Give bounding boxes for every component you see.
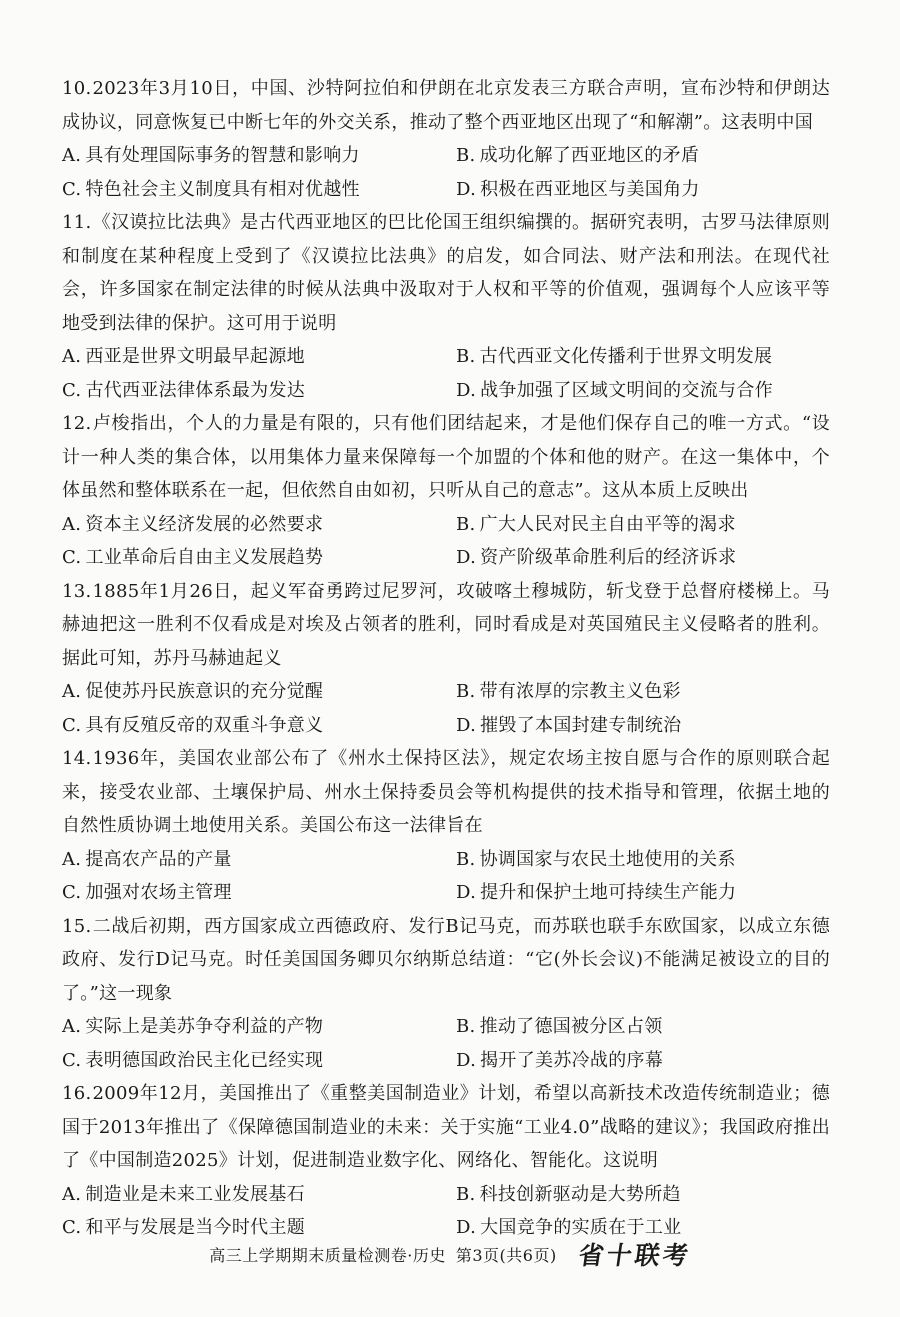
option-letter: C. [62, 1049, 82, 1071]
option-text: 具有处理国际事务的智慧和影响力 [85, 145, 360, 166]
answer-options [62, 1010, 830, 1077]
option-text: 和平与发展是当今时代主题 [85, 1217, 306, 1238]
option-letter: D. [456, 379, 477, 401]
exam-title: 高三上学期期末质量检测卷·历史 [209, 1245, 446, 1265]
option-letter: A. [62, 1183, 82, 1205]
answer-option-a [62, 1010, 456, 1044]
option-text: 提高农产品的产量 [85, 848, 232, 870]
answer-option-b [456, 675, 830, 709]
option-letter: A. [62, 513, 82, 535]
option-letter: C. [62, 714, 82, 736]
option-text: 摧毁了本国封建专制统治 [480, 714, 682, 736]
question-11 [62, 206, 830, 407]
option-text: 实际上是美苏争夺利益的产物 [85, 1016, 324, 1037]
answer-option-b [456, 1010, 830, 1044]
question-10 [62, 72, 830, 206]
question-14 [62, 742, 830, 910]
option-text: 具有反殖反帝的双重斗争意义 [85, 714, 324, 736]
option-letter: C. [62, 1217, 82, 1238]
option-text: 加强对农场主管理 [85, 882, 232, 903]
option-text: 特色社会主义制度具有相对优越性 [85, 178, 360, 200]
option-text: 工业革命后自由主义发展趋势 [85, 547, 324, 568]
answer-option-a [62, 843, 456, 877]
question-text: 2009年12月，美国推出了《重整美国制造业》计划，希望以高新技术改造传统制造业；德国于2013年推出了《保障德国制造业的未来：关于实施“工业4.0”战略的建议》；我国政府推出了《中国制造2025》计划，促进制造业数字化、网络化、智能化。这说明 [62, 1083, 830, 1171]
answer-option-b [456, 1178, 830, 1212]
question-text: 卢梭指出，个人的力量是有限的，只有他们团结起来，才是他们保存自己的唯一方式。“设计一种人类的集合体，以用集体力量来保障每一个加盟的个体和他的财产。在这一集体中，个体虽然和整体联系在一起，但依然自由如初，只听从自己的意志”。这从本质上反映出 [62, 413, 830, 501]
answer-options [62, 139, 830, 206]
answer-option-d [456, 1044, 830, 1078]
question-12 [62, 407, 830, 575]
answer-option-a [62, 508, 456, 542]
option-text: 资产阶级革命胜利后的经济诉求 [480, 547, 737, 568]
answer-option-d [456, 541, 830, 575]
option-text: 积极在西亚地区与美国角力 [480, 178, 700, 200]
page-number: 第3页(共6页) [455, 1245, 557, 1265]
option-letter: C. [62, 882, 82, 903]
question-stem [62, 407, 830, 508]
question-number: 10. [62, 78, 92, 99]
option-text: 制造业是未来工业发展基石 [85, 1183, 305, 1205]
question-stem [62, 72, 830, 139]
answer-option-a [62, 1178, 456, 1212]
question-number: 14. [62, 748, 92, 769]
brand-logo: 省十联考 [576, 1241, 693, 1270]
answer-option-c [62, 173, 456, 207]
question-number: 11. [62, 212, 92, 233]
answer-option-c [62, 541, 456, 575]
question-text: 2023年3月10日，中国、沙特阿拉伯和伊朗在北京发表三方联合声明，宣布沙特和伊朗达成协议，同意恢复已中断七年的外交关系，推动了整个西亚地区出现了“和解潮”。这表明中国 [62, 78, 830, 133]
option-letter: A. [62, 848, 82, 870]
answer-options [62, 843, 830, 910]
option-letter: C. [62, 178, 82, 200]
answer-option-b [456, 843, 830, 877]
option-letter: B. [456, 681, 476, 702]
question-text: 二战后初期，西方国家成立西德政府、发行B记马克，而苏联也联手东欧国家，以成立东德政府、发行D记马克。时任美国国务卿贝尔纳斯总结道：“它(外长会议)不能满足被设立的目的了。”这一现象 [62, 915, 830, 1004]
option-letter: D. [456, 882, 477, 903]
page-footer [0, 1236, 900, 1272]
answer-option-c [62, 374, 456, 408]
answer-options [62, 1178, 830, 1245]
answer-option-b [456, 508, 830, 542]
option-text: 协调国家与农民土地使用的关系 [479, 848, 736, 870]
option-letter: B. [456, 848, 476, 870]
answer-options [62, 675, 830, 742]
option-letter: D. [456, 1217, 477, 1238]
question-list [62, 72, 830, 1245]
option-text: 古代西亚法律体系最为发达 [85, 379, 306, 401]
option-text: 西亚是世界文明最早起源地 [85, 346, 305, 367]
option-text: 古代西亚文化传播利于世界文明发展 [479, 346, 773, 367]
answer-option-a [62, 340, 456, 374]
answer-option-b [456, 340, 830, 374]
option-letter: B. [456, 513, 476, 535]
option-text: 带有浓厚的宗教主义色彩 [479, 681, 681, 702]
option-letter: A. [62, 681, 82, 702]
question-stem [62, 1077, 830, 1178]
question-number: 12. [62, 413, 92, 434]
answer-option-c [62, 876, 456, 910]
answer-option-a [62, 139, 456, 173]
answer-option-b [456, 139, 830, 173]
answer-options [62, 340, 830, 407]
option-text: 大国竞争的实质在于工业 [480, 1217, 682, 1238]
answer-option-d [456, 173, 830, 207]
question-text: 1885年1月26日，起义军奋勇跨过尼罗河，攻破喀土穆城防，斩戈登于总督府楼梯上。马赫迪把这一胜利不仅看成是对埃及占领者的胜利，同时看成是对英国殖民主义侵略者的胜利。据此可知，苏丹马赫迪起义 [62, 580, 830, 669]
option-text: 战争加强了区域文明间的交流与合作 [480, 379, 773, 401]
question-number: 13. [62, 580, 92, 602]
option-letter: C. [62, 547, 82, 568]
option-letter: D. [456, 1049, 477, 1071]
answer-options [62, 508, 830, 575]
option-letter: D. [456, 547, 477, 568]
option-text: 表明德国政治民主化已经实现 [85, 1049, 324, 1071]
option-letter: A. [62, 145, 82, 166]
option-text: 揭开了美苏冷战的序幕 [480, 1049, 664, 1071]
answer-option-a [62, 675, 456, 709]
question-15 [62, 910, 830, 1078]
question-13 [62, 575, 830, 743]
option-letter: B. [456, 1016, 476, 1037]
option-letter: B. [456, 1183, 476, 1205]
answer-option-d [456, 876, 830, 910]
question-text: 1936年，美国农业部公布了《州水土保持区法》，规定农场主按自愿与合作的原则联合起来，接受农业部、土壤保护局、州水土保持委员会等机构提供的技术指导和管理，依据土地的自然性质协调土地使用关系。美国公布这一法律旨在 [62, 748, 830, 836]
option-text: 科技创新驱动是大势所趋 [479, 1183, 681, 1205]
question-stem [62, 206, 830, 340]
option-letter: D. [456, 714, 477, 736]
question-number: 15. [62, 915, 92, 937]
question-text: 《汉谟拉比法典》是古代西亚地区的巴比伦国王组织编撰的。据研究表明，古罗马法律原则和制度在某种程度上受到了《汉谟拉比法典》的启发，如合同法、财产法和刑法。在现代社会，许多国家在制定法律的时候从法典中汲取对于人权和平等的价值观，强调每个人应该平等地受到法律的保护。这可用于说明 [62, 212, 830, 334]
answer-option-c [62, 1044, 456, 1078]
option-letter: C. [62, 379, 82, 401]
answer-option-c [62, 709, 456, 743]
answer-option-d [456, 374, 830, 408]
option-letter: D. [456, 178, 477, 200]
option-text: 推动了德国被分区占领 [479, 1016, 663, 1037]
question-stem [62, 742, 830, 843]
question-stem [62, 910, 830, 1011]
option-letter: B. [456, 346, 476, 367]
option-text: 促使苏丹民族意识的充分觉醒 [85, 681, 324, 702]
question-number: 16. [62, 1083, 92, 1104]
question-stem [62, 575, 830, 676]
option-letter: A. [62, 1016, 82, 1037]
option-text: 资本主义经济发展的必然要求 [85, 513, 324, 535]
question-16 [62, 1077, 830, 1245]
option-letter: B. [456, 145, 476, 166]
option-text: 广大人民对民主自由平等的渴求 [479, 513, 736, 535]
answer-option-d [456, 709, 830, 743]
option-letter: A. [62, 346, 82, 367]
option-text: 提升和保护土地可持续生产能力 [480, 882, 737, 903]
option-text: 成功化解了西亚地区的矛盾 [479, 145, 700, 166]
